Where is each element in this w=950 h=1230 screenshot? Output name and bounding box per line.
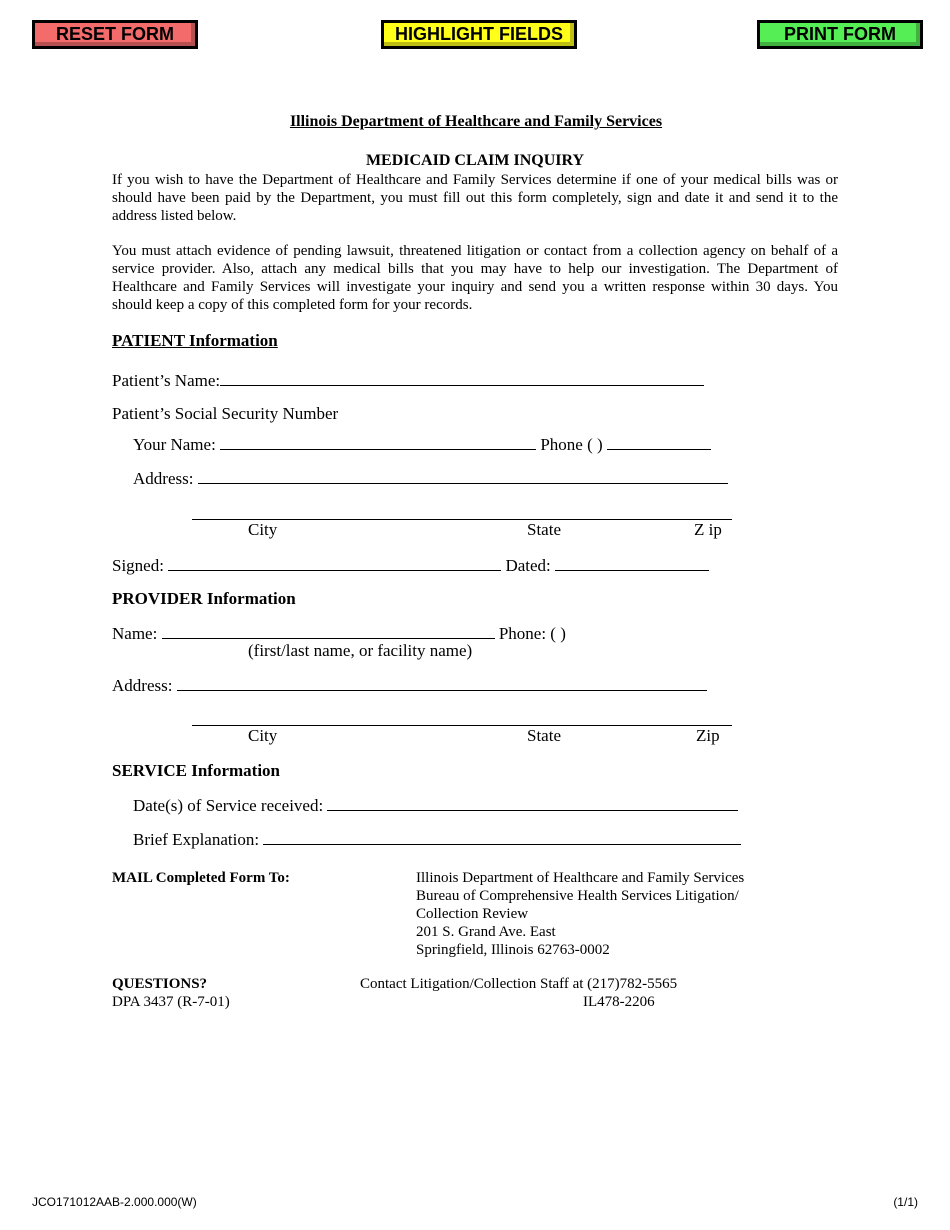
mail-address-line: Springfield, Illinois 62763-0002 — [416, 942, 610, 958]
provider-heading: PROVIDER Information — [112, 589, 296, 608]
questions-label: QUESTIONS? — [112, 976, 208, 992]
service-explanation-label: Brief Explanation: — [133, 830, 260, 849]
patient-name-row — [112, 370, 704, 391]
provider-name-label: Name: — [112, 624, 158, 643]
patient-address-label: Address: — [133, 469, 194, 488]
provider-address-row — [112, 675, 707, 696]
reset-form-button[interactable]: RESET FORM — [32, 20, 198, 49]
patient-ssn-label: Patient’s Social Security Number — [112, 404, 339, 423]
form-number: DPA 3437 (R-7-01) — [112, 994, 230, 1010]
provider-zip-label: Zip — [696, 726, 720, 745]
mail-label: MAIL Completed Form To: — [112, 870, 290, 886]
your-name-field[interactable] — [220, 434, 536, 450]
mail-address-line: Collection Review — [416, 906, 529, 922]
document-id: JCO171012AAB-2.000.000(W) — [32, 1195, 197, 1209]
patient-heading: PATIENT Information — [112, 331, 278, 350]
signed-field[interactable] — [168, 555, 501, 571]
signed-label: Signed: — [112, 556, 164, 575]
provider-phone-label: Phone: ( ) — [498, 624, 566, 643]
service-dates-label: Date(s) of Service received: — [133, 796, 324, 815]
intro-paragraph-1: If you wish to have the Department of Healthcare and Family Services determine if one of your medical bills was or should have been paid by the Department, you must fill out this form completely, sign and date it and send it to the address listed below. — [112, 172, 838, 224]
patient-name-label: Patient’s Name: — [112, 371, 221, 390]
your-name-row — [133, 434, 711, 455]
questions-contact: Contact Litigation/Collection Staff at (217)782-5565 — [360, 976, 678, 992]
provider-name-field[interactable] — [162, 623, 495, 639]
mail-address-line: 201 S. Grand Ave. East — [416, 924, 556, 940]
provider-name-hint: (first/last name, or facility name) — [248, 641, 473, 660]
form-title: MEDICAID CLAIM INQUIRY — [365, 152, 585, 169]
your-name-label: Your Name: — [133, 435, 216, 454]
patient-phone-label: Phone ( ) — [540, 435, 603, 454]
provider-address-field[interactable] — [177, 675, 707, 691]
dated-field[interactable] — [555, 555, 709, 571]
patient-city-label: City — [248, 520, 278, 539]
patient-name-field[interactable] — [220, 370, 704, 386]
service-dates-field[interactable] — [327, 795, 738, 811]
patient-address-row — [133, 468, 728, 489]
service-explanation-row — [133, 829, 741, 850]
patient-state-label: State — [527, 520, 561, 539]
signed-row — [112, 555, 709, 576]
mail-address — [416, 869, 744, 959]
dated-label: Dated: — [505, 556, 551, 575]
mail-address-line: Bureau of Comprehensive Health Services Litigation/ — [416, 888, 739, 904]
provider-city-label: City — [248, 726, 278, 745]
print-form-button[interactable]: PRINT FORM — [757, 20, 923, 49]
department-title: Illinois Department of Healthcare and Family Services — [289, 113, 663, 130]
provider-address-label: Address: — [112, 676, 173, 695]
patient-zip-label: Z ip — [694, 520, 722, 539]
service-dates-row — [133, 795, 738, 816]
service-explanation-field[interactable] — [263, 829, 741, 845]
page-indicator: (1/1) — [893, 1195, 918, 1209]
highlight-fields-button[interactable]: HIGHLIGHT FIELDS — [381, 20, 577, 49]
form-code: IL478-2206 — [583, 994, 655, 1010]
patient-address-field[interactable] — [198, 468, 728, 484]
patient-phone-field[interactable] — [607, 434, 711, 450]
mail-address-line: Illinois Department of Healthcare and Family Services — [416, 870, 745, 886]
intro-paragraph-2: You must attach evidence of pending lawsuit, threatened litigation or contact from a collection agency on behalf of a service provider. Also, attach any medical bills that you may have to help our investigation. The Department of Healthcare and Family Services will investigate your inquiry and send you a written response within 30 days. You should keep a copy of this completed form for your records. — [112, 243, 838, 313]
service-heading: SERVICE Information — [112, 761, 281, 780]
provider-state-label: State — [527, 726, 561, 745]
